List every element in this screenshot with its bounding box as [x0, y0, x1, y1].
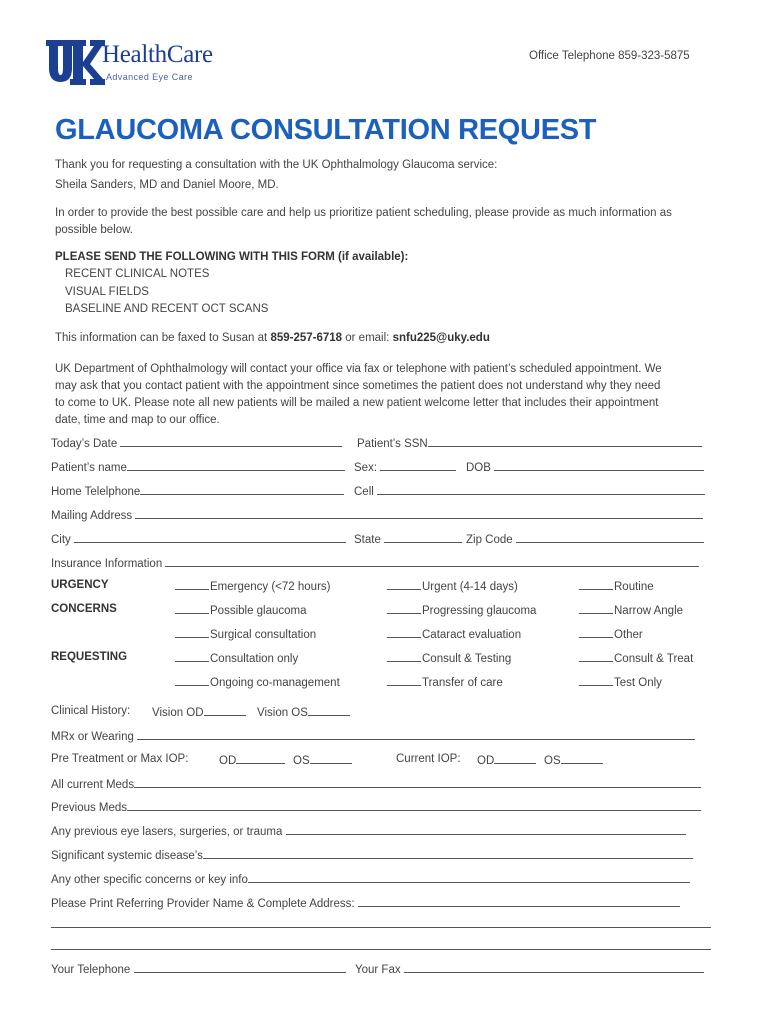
mailing-address-field[interactable]	[51, 508, 703, 522]
mrx-label: MRx or Wearing	[51, 731, 134, 743]
vision-os-label: Vision OS	[257, 707, 308, 719]
current-iop-od-field[interactable]	[477, 753, 536, 767]
city-label: City	[51, 534, 71, 546]
insurance-label: Insurance Information	[51, 558, 163, 570]
pre-iop-od-field[interactable]	[219, 753, 285, 767]
city-field[interactable]	[51, 532, 346, 546]
option-label: Transfer of care	[422, 677, 503, 689]
all-meds-label: All current Meds	[51, 779, 135, 791]
vision-od-field[interactable]	[152, 705, 246, 719]
option-cataract-evaluation[interactable]	[387, 627, 521, 641]
send-item: VISUAL FIELDS	[65, 286, 149, 298]
option-other[interactable]	[579, 627, 643, 641]
fax-number: 859-257-6718	[270, 332, 343, 344]
contact-line: UK Department of Ophthalmology will contact your office via fax or telephone with patient’s scheduled appointment. We	[55, 363, 662, 375]
pre-iop-os-field[interactable]	[293, 753, 352, 767]
dob-field[interactable]	[466, 460, 704, 474]
cell-label: Cell	[354, 486, 374, 498]
other-concerns-field[interactable]	[51, 872, 690, 886]
option-label: Test Only	[614, 677, 662, 689]
option-urgent[interactable]	[387, 579, 518, 593]
option-label: Other	[614, 629, 643, 641]
send-heading: PLEASE SEND THE FOLLOWING WITH THIS FORM (if available):	[55, 251, 409, 263]
your-telephone-field[interactable]	[51, 962, 346, 976]
urgency-label: URGENCY	[51, 579, 109, 591]
option-label: Consult & Treat	[614, 653, 694, 665]
option-test-only[interactable]	[579, 675, 662, 689]
option-label: Surgical consultation	[210, 629, 317, 641]
your-fax-label: Your Fax	[355, 964, 401, 976]
dob-label: DOB	[466, 462, 491, 474]
os-label: OS	[293, 755, 310, 767]
todays-date-label: Today’s Date	[51, 438, 118, 450]
systemic-disease-field[interactable]	[51, 848, 693, 862]
brand-subtitle: Advanced Eye Care	[106, 72, 193, 82]
todays-date-field[interactable]	[51, 436, 342, 450]
lasers-label: Any previous eye lasers, surgeries, or trauma	[51, 826, 283, 838]
od-label: OD	[477, 755, 495, 767]
intro-line: Thank you for requesting a consultation with the UK Ophthalmology Glaucoma service:	[55, 159, 498, 171]
page-title: GLAUCOMA CONSULTATION REQUEST	[55, 114, 597, 146]
state-field[interactable]	[354, 532, 462, 546]
option-label: Narrow Angle	[614, 605, 684, 617]
home-phone-field[interactable]	[51, 484, 344, 498]
option-ongoing-comanagement[interactable]	[175, 675, 340, 689]
option-consult-treat[interactable]	[579, 651, 693, 665]
fax-prefix: This information can be faxed to Susan at	[55, 332, 271, 344]
os-label: OS	[544, 755, 561, 767]
ssn-label: Patient’s SSN	[357, 438, 428, 450]
all-meds-field[interactable]	[51, 777, 701, 791]
ssn-field[interactable]	[357, 436, 702, 450]
lasers-field[interactable]	[51, 824, 686, 838]
email-address[interactable]: snfu225@uky.edu	[392, 332, 490, 344]
option-transfer-of-care[interactable]	[387, 675, 503, 689]
option-consultation-only[interactable]	[175, 651, 298, 665]
zip-label: Zip Code	[466, 534, 513, 546]
option-routine[interactable]	[579, 579, 654, 593]
office-telephone: Office Telephone 859-323-5875	[529, 50, 690, 62]
option-possible-glaucoma[interactable]	[175, 603, 307, 617]
fax-middle: or email:	[342, 332, 393, 344]
your-fax-field[interactable]	[355, 962, 704, 976]
insurance-field[interactable]	[51, 556, 699, 570]
zip-field[interactable]	[466, 532, 704, 546]
brand-name: HealthCare	[102, 41, 213, 68]
fax-line	[55, 332, 490, 344]
option-narrow-angle[interactable]	[579, 603, 683, 617]
care-line: In order to provide the best possible care and help us prioritize patient scheduling, please provide as much information as	[55, 207, 672, 219]
sex-field[interactable]	[354, 460, 456, 474]
option-label: Urgent (4-14 days)	[422, 581, 518, 593]
systemic-label: Significant systemic disease’s	[51, 850, 203, 862]
option-label: Routine	[614, 581, 654, 593]
option-surgical-consultation[interactable]	[175, 627, 316, 641]
option-label: Emergency (<72 hours)	[210, 581, 331, 593]
contact-line: to come to UK. Please note all new patients will be mailed a new patient welcome letter that includes their appointment	[55, 397, 659, 409]
send-item: RECENT CLINICAL NOTES	[65, 268, 210, 280]
care-line: possible below.	[55, 224, 133, 236]
previous-meds-label: Previous Meds	[51, 802, 128, 814]
patient-name-field[interactable]	[51, 460, 345, 474]
option-label: Ongoing co-management	[210, 677, 340, 689]
provider-address-line[interactable]	[51, 949, 711, 950]
contact-line: date, time and map to our office.	[55, 414, 220, 426]
patient-name-label: Patient’s name	[51, 462, 127, 474]
mrx-field[interactable]	[51, 729, 695, 743]
pre-iop-label: Pre Treatment or Max IOP:	[51, 753, 189, 765]
requesting-label: REQUESTING	[51, 651, 128, 663]
current-iop-os-field[interactable]	[544, 753, 603, 767]
option-progressing-glaucoma[interactable]	[387, 603, 536, 617]
other-concerns-label: Any other specific concerns or key info	[51, 874, 248, 886]
clinical-history-label: Clinical History:	[51, 705, 131, 717]
contact-line: may ask that you contact patient with the appointment since sometimes the patient does not understand why they need	[55, 380, 661, 392]
referring-provider-field[interactable]	[51, 896, 680, 910]
option-label: Cataract evaluation	[422, 629, 522, 641]
vision-os-field[interactable]	[257, 705, 350, 719]
home-phone-label: Home Telelphone	[51, 486, 141, 498]
provider-label: Please Print Referring Provider Name & Complete Address:	[51, 898, 355, 910]
previous-meds-field[interactable]	[51, 800, 701, 814]
send-item: BASELINE AND RECENT OCT SCANS	[65, 303, 269, 315]
current-iop-label: Current IOP:	[396, 753, 461, 765]
option-emergency[interactable]	[175, 579, 331, 593]
vision-od-label: Vision OD	[152, 707, 204, 719]
state-label: State	[354, 534, 381, 546]
concerns-label: CONCERNS	[51, 603, 117, 615]
option-consult-testing[interactable]	[387, 651, 511, 665]
od-label: OD	[219, 755, 237, 767]
sex-label: Sex:	[354, 462, 378, 474]
option-label: Possible glaucoma	[210, 605, 307, 617]
option-label: Consultation only	[210, 653, 299, 665]
cell-field[interactable]	[354, 484, 705, 498]
option-label: Progressing glaucoma	[422, 605, 537, 617]
provider-address-line[interactable]	[51, 927, 711, 928]
your-telephone-label: Your Telephone	[51, 964, 131, 976]
intro-doctors: Sheila Sanders, MD and Daniel Moore, MD.	[55, 179, 279, 191]
option-label: Consult & Testing	[422, 653, 512, 665]
mailing-label: Mailing Address	[51, 510, 133, 522]
